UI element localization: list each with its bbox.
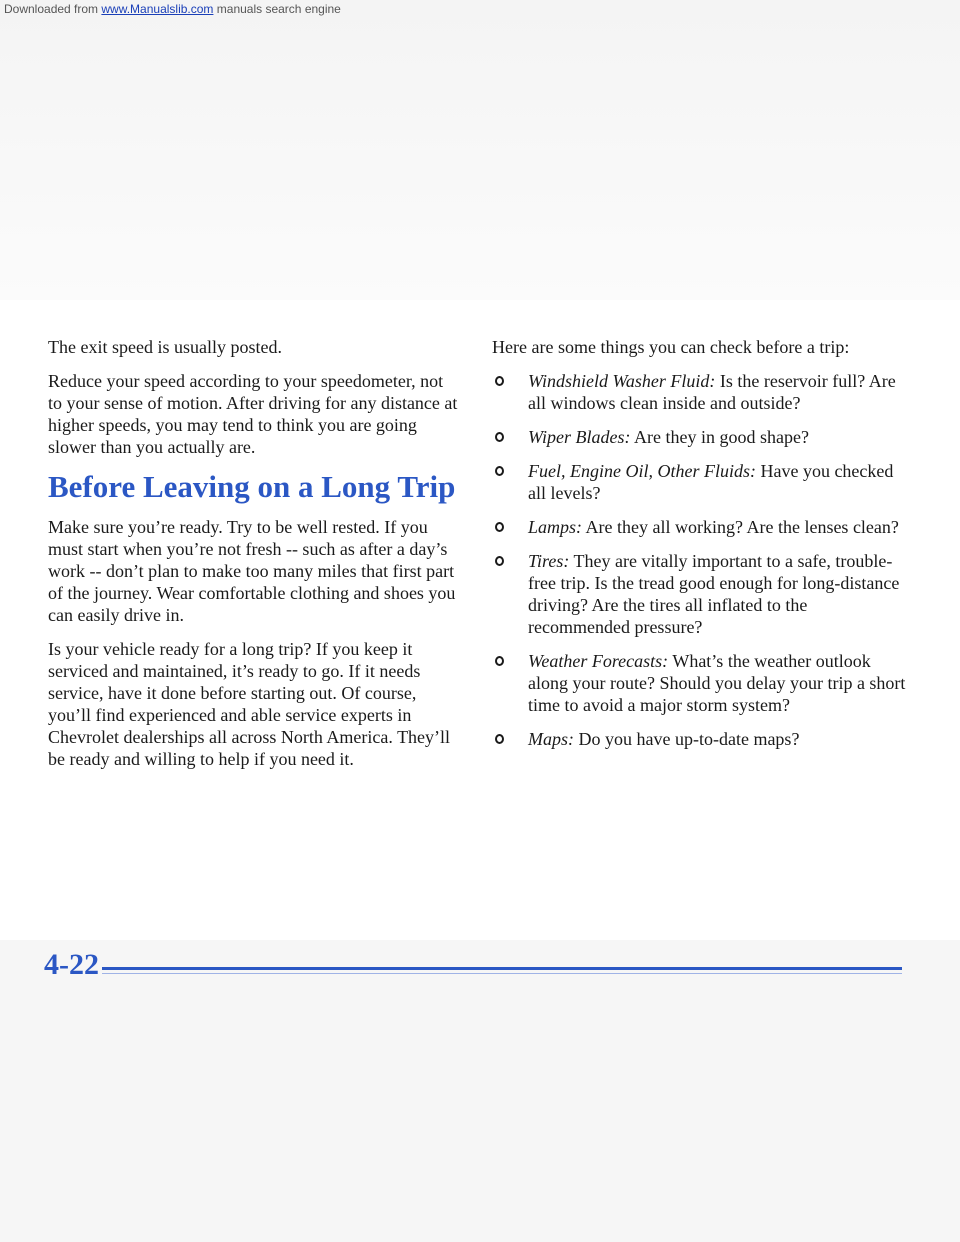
paragraph-vehicle-ready: Is your vehicle ready for a long trip? If you keep it serviced and maintained, it’s ready to go. If it needs service, have it done before starting out. Of course, you’ll find experienced and able service experts in Chevrolet dealerships all across North America. They’ll be ready and willing to help if you need it.	[48, 639, 451, 769]
list-item	[492, 650, 912, 716]
checklist-intro: Here are some things you can check before a trip:	[492, 337, 850, 357]
bullet-icon	[495, 522, 504, 532]
item-term: Weather Forecasts:	[528, 651, 669, 671]
item-term: Lamps:	[528, 517, 583, 537]
list-item	[492, 426, 912, 448]
footer-rule-thin	[102, 973, 902, 974]
left-column	[48, 336, 458, 782]
bullet-icon	[495, 556, 504, 566]
header-prefix: Downloaded from	[4, 2, 102, 16]
page-footer	[44, 948, 904, 988]
paragraph-reduce-speed: Reduce your speed according to your speedometer, not to your sense of motion. After driving for any distance at higher speeds, you may tend to think you are going slower than you actually are.	[48, 371, 458, 457]
item-text: They are vitally important to a safe, trouble-free trip. Is the tread good enough for long-distance driving? Are the tires all inflated to the recommended pressure?	[528, 551, 900, 637]
item-text: Is the reservoir full? Are all windows clean inside and outside?	[528, 371, 896, 413]
checklist	[492, 370, 912, 750]
item-text: What’s the weather outlook along your route? Should you delay your trip a short time to avoid a major storm system?	[528, 651, 906, 715]
item-term: Maps:	[528, 729, 574, 749]
paragraph-exit-speed: The exit speed is usually posted.	[48, 337, 282, 357]
bullet-icon	[495, 466, 504, 476]
item-term: Wiper Blades:	[528, 427, 631, 447]
item-term: Tires:	[528, 551, 570, 571]
list-item	[492, 460, 912, 504]
item-text: Have you checked all levels?	[528, 461, 894, 503]
bullet-icon	[495, 376, 504, 386]
item-text: Are they in good shape?	[630, 427, 809, 447]
item-text: Do you have up-to-date maps?	[574, 729, 800, 749]
bullet-icon	[495, 734, 504, 744]
scan-margin-top	[0, 0, 960, 300]
item-term: Windshield Washer Fluid:	[528, 371, 716, 391]
right-column	[492, 336, 912, 762]
manualslib-link[interactable]: www.Manualslib.com	[101, 2, 214, 16]
paragraph-make-sure: Make sure you’re ready. Try to be well rested. If you must start when you’re not fresh -- such as after a day’s work -- don’t plan to make too many miles that first part of the journey. Wear comfortable clothing and shoes you can easily drive in.	[48, 517, 456, 625]
item-term: Fuel, Engine Oil, Other Fluids:	[528, 461, 756, 481]
list-item	[492, 370, 912, 414]
list-item	[492, 728, 912, 750]
page-number: 4-22	[44, 948, 99, 981]
section-heading: Before Leaving on a Long Trip	[48, 469, 456, 504]
header-suffix: manuals search engine	[213, 2, 341, 16]
download-header	[4, 2, 341, 16]
footer-rule	[102, 967, 902, 970]
list-item	[492, 550, 912, 638]
item-text: Are they all working? Are the lenses clean?	[582, 517, 899, 537]
bullet-icon	[495, 432, 504, 442]
bullet-icon	[495, 656, 504, 666]
list-item	[492, 516, 912, 538]
